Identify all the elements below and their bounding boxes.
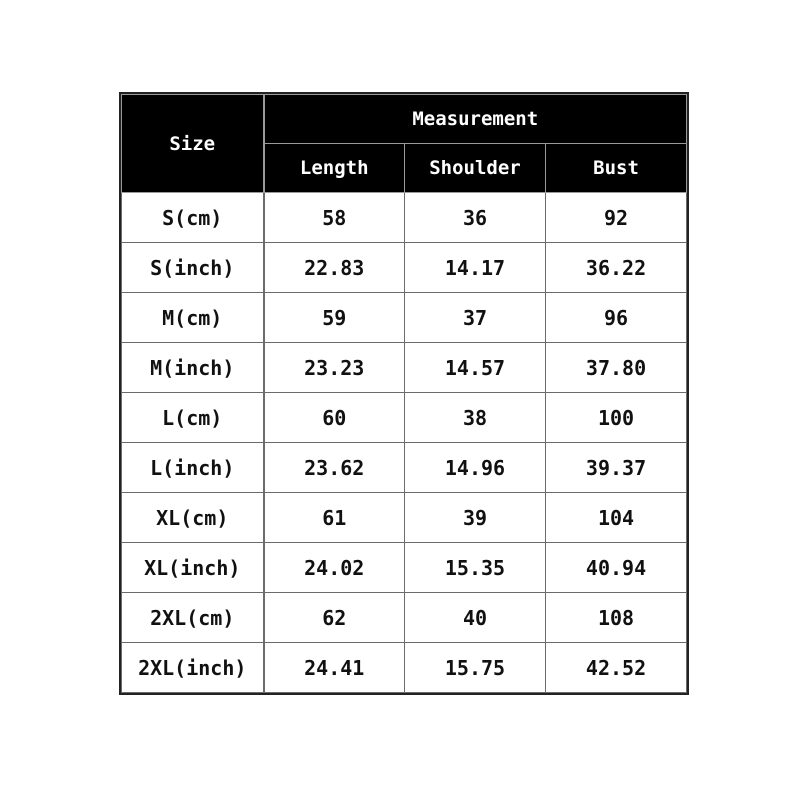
shoulder-cell: 37 [405,293,546,343]
size-cell: L(inch) [122,443,264,493]
bust-cell: 39.37 [546,443,687,493]
measurement-group-header: Measurement [264,95,687,144]
shoulder-cell: 15.75 [405,643,546,693]
table-row [122,643,687,693]
shoulder-cell: 36 [405,193,546,243]
shoulder-cell: 38 [405,393,546,443]
bust-cell: 96 [546,293,687,343]
length-cell: 22.83 [264,243,405,293]
size-cell: 2XL(inch) [122,643,264,693]
size-cell: L(cm) [122,393,264,443]
size-cell: 2XL(cm) [122,593,264,643]
length-cell: 24.41 [264,643,405,693]
length-cell: 62 [264,593,405,643]
table-header [122,95,687,193]
length-cell: 59 [264,293,405,343]
size-cell: XL(inch) [122,543,264,593]
shoulder-cell: 14.17 [405,243,546,293]
bust-cell: 40.94 [546,543,687,593]
shoulder-cell: 15.35 [405,543,546,593]
table-row [122,443,687,493]
bust-column-header: Bust [546,144,687,193]
length-column-header: Length [264,144,405,193]
length-cell: 23.23 [264,343,405,393]
bust-cell: 36.22 [546,243,687,293]
bust-cell: 108 [546,593,687,643]
header-row-group [122,95,687,144]
table-body [122,193,687,693]
size-cell: S(inch) [122,243,264,293]
bust-cell: 92 [546,193,687,243]
length-cell: 23.62 [264,443,405,493]
bust-cell: 42.52 [546,643,687,693]
bust-cell: 37.80 [546,343,687,393]
table-row [122,493,687,543]
size-column-header: Size [122,95,264,193]
size-cell: M(cm) [122,293,264,343]
bust-cell: 104 [546,493,687,543]
shoulder-cell: 14.57 [405,343,546,393]
bust-cell: 100 [546,393,687,443]
table-row [122,543,687,593]
shoulder-cell: 14.96 [405,443,546,493]
size-cell: S(cm) [122,193,264,243]
size-cell: XL(cm) [122,493,264,543]
size-chart-table [121,94,687,693]
table-row [122,393,687,443]
table-row [122,193,687,243]
length-cell: 60 [264,393,405,443]
table-row [122,243,687,293]
length-cell: 58 [264,193,405,243]
length-cell: 24.02 [264,543,405,593]
length-cell: 61 [264,493,405,543]
table-row [122,293,687,343]
table-row [122,343,687,393]
shoulder-column-header: Shoulder [405,144,546,193]
shoulder-cell: 40 [405,593,546,643]
table-row [122,593,687,643]
size-cell: M(inch) [122,343,264,393]
shoulder-cell: 39 [405,493,546,543]
